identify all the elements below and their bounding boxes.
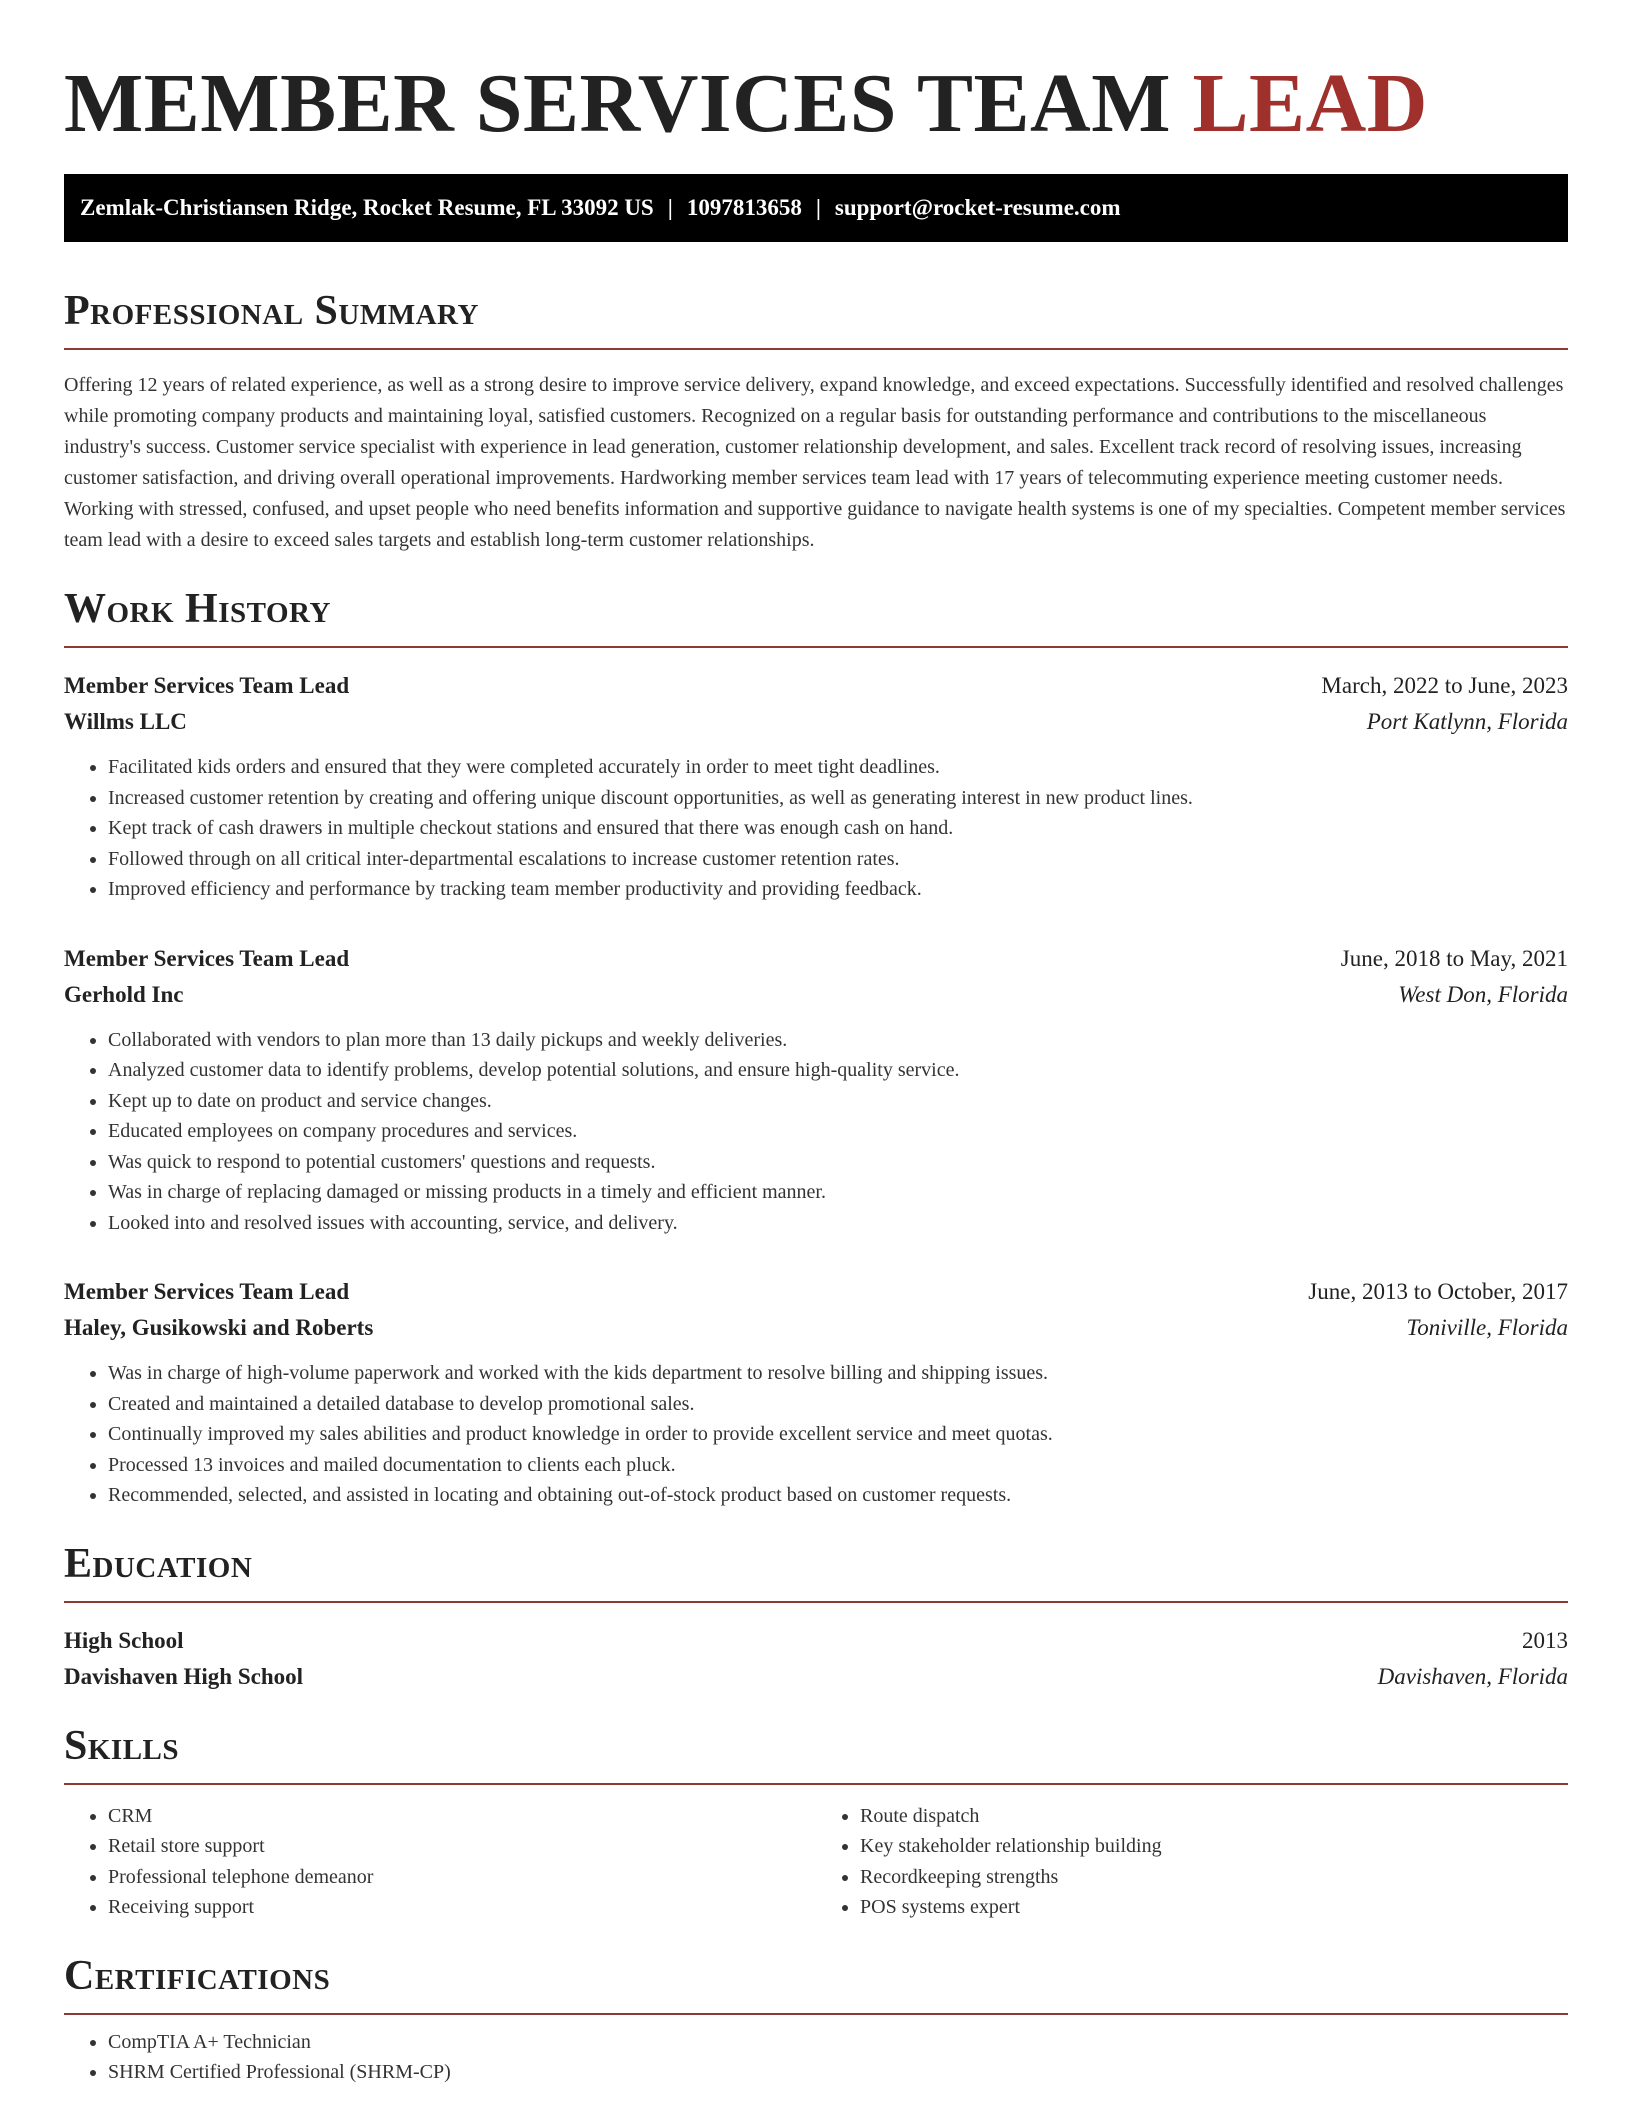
- name-main: MEMBER SERVICES TEAM: [64, 57, 1172, 150]
- summary-text: Offering 12 years of related experience, as well as a strong desire to improve service delivery, expand knowledge, and exceed expectations. Successfully identified and resolved challenges while promoting company products and maintaining loyal, satisfied customers. Recognized on a regular basis for outstanding performance and contributions to the miscellaneous industry's success. Customer service specialist with experience in lead generation, customer relationship development, and sales. Excellent track record of resolving issues, increasing customer satisfaction, and driving overall operational improvements. Hardworking member services team lead with 17 years of telecommuting experience meeting customer needs. Working with stressed, confused, and upset people who need benefits information and supportive guidance to navigate health systems is one of my specialties. Competent member services team lead with a desire to exceed sales targets and establish long-term customer relationships.: [64, 374, 1566, 551]
- list-item: • Key stakeholder relationship building: [860, 1831, 1568, 1862]
- job-title: Member Services Team Lead: [64, 945, 350, 971]
- education-entry: [64, 1623, 1568, 1695]
- contact-bar: [64, 174, 1568, 242]
- list-item: • Improved efficiency and performance by tracking team member productivity and providing feedback.: [108, 874, 1568, 905]
- list-item: • Collaborated with vendors to plan more than 13 daily pickups and weekly deliveries.: [108, 1025, 1568, 1056]
- skills-grid: [64, 1801, 1568, 1923]
- list-item: • CRM: [108, 1801, 816, 1832]
- skills-column-left: [64, 1801, 816, 1923]
- list-item: • POS systems expert: [860, 1892, 1568, 1923]
- job-company: Willms LLC: [64, 709, 187, 734]
- section-heading: Certifications: [64, 1951, 1568, 2015]
- list-item: • Facilitated kids orders and ensured that they were completed accurately in order to meet tight deadlines.: [108, 752, 1568, 783]
- professional-summary-section: [64, 286, 1568, 556]
- job-title: Member Services Team Lead: [64, 673, 350, 698]
- section-heading: Education: [64, 1539, 1568, 1603]
- section-heading: Professional Summary: [64, 286, 1568, 350]
- list-item: • Analyzed customer data to identify problems, develop potential solutions, and ensure high-quality service.: [108, 1055, 1568, 1086]
- contact-separator: |: [667, 195, 673, 220]
- certifications-section: [64, 1951, 1568, 2088]
- job-location: Toniville, Florida: [1406, 1315, 1568, 1340]
- list-item: • CompTIA A+ Technician: [108, 2027, 1568, 2058]
- job-entry: [64, 1274, 1568, 1511]
- skills-column-right: [816, 1801, 1568, 1923]
- education-year: 2013: [1522, 1627, 1568, 1653]
- job-bullets: [64, 752, 1568, 905]
- job-entry: [64, 941, 1568, 1239]
- contact-separator: |: [815, 195, 821, 220]
- list-item: • Retail store support: [108, 1831, 816, 1862]
- list-item: • Continually improved my sales abilities and product knowledge in order to provide excellent service and meet quotas.: [108, 1419, 1568, 1450]
- list-item: • Followed through on all critical inter-departmental escalations to increase customer retention rates.: [108, 844, 1568, 875]
- list-item: • Increased customer retention by creating and offering unique discount opportunities, as well as generating interest in new product lines.: [108, 783, 1568, 814]
- list-item: • Educated employees on company procedures and services.: [108, 1116, 1568, 1147]
- education-degree: High School: [64, 1627, 184, 1653]
- job-location: Port Katlynn, Florida: [1366, 709, 1568, 734]
- list-item: • Processed 13 invoices and mailed documentation to clients each pluck.: [108, 1450, 1568, 1481]
- contact-email[interactable]: support@rocket-resume.com: [834, 195, 1121, 220]
- name-accent: LEAD: [1192, 57, 1428, 150]
- list-item: • Recordkeeping strengths: [860, 1862, 1568, 1893]
- contact-phone: 1097813658: [686, 195, 802, 220]
- education-school: Davishaven High School: [64, 1663, 303, 1689]
- job-dates: June, 2013 to October, 2017: [1308, 1279, 1568, 1304]
- job-company: Gerhold Inc: [64, 981, 184, 1007]
- candidate-name: [64, 0, 1568, 150]
- contact-address: Zemlak-Christiansen Ridge, Rocket Resume, FL 33092 US: [80, 195, 654, 220]
- education-location: Davishaven, Florida: [1377, 1663, 1568, 1689]
- job-bullets: [64, 1025, 1568, 1239]
- job-entry: [64, 668, 1568, 905]
- certifications-list: [64, 2027, 1568, 2088]
- section-heading: Skills: [64, 1721, 1568, 1785]
- skills-section: [64, 1721, 1568, 1923]
- list-item: • Created and maintained a detailed database to develop promotional sales.: [108, 1389, 1568, 1420]
- work-history-section: [64, 584, 1568, 1511]
- list-item: • Was in charge of replacing damaged or missing products in a timely and efficient manner.: [108, 1177, 1568, 1208]
- list-item: • Kept up to date on product and service changes.: [108, 1086, 1568, 1117]
- list-item: • Kept track of cash drawers in multiple checkout stations and ensured that there was enough cash on hand.: [108, 813, 1568, 844]
- list-item: • Receiving support: [108, 1892, 816, 1923]
- list-item: • SHRM Certified Professional (SHRM-CP): [108, 2057, 1568, 2088]
- education-section: [64, 1539, 1568, 1695]
- list-item: • Route dispatch: [860, 1801, 1568, 1832]
- job-company: Haley, Gusikowski and Roberts: [64, 1315, 374, 1340]
- list-item: • Recommended, selected, and assisted in locating and obtaining out-of-stock product based on customer requests.: [108, 1480, 1568, 1511]
- job-dates: June, 2018 to May, 2021: [1340, 945, 1568, 971]
- list-item: • Was in charge of high-volume paperwork and worked with the kids department to resolve billing and shipping issues.: [108, 1358, 1568, 1389]
- job-dates: March, 2022 to June, 2023: [1321, 673, 1568, 698]
- job-bullets: [64, 1358, 1568, 1511]
- list-item: • Looked into and resolved issues with accounting, service, and delivery.: [108, 1208, 1568, 1239]
- job-title: Member Services Team Lead: [64, 1279, 350, 1304]
- list-item: • Was quick to respond to potential customers' questions and requests.: [108, 1147, 1568, 1178]
- section-heading: Work History: [64, 584, 1568, 648]
- job-location: West Don, Florida: [1398, 981, 1568, 1007]
- list-item: • Professional telephone demeanor: [108, 1862, 816, 1893]
